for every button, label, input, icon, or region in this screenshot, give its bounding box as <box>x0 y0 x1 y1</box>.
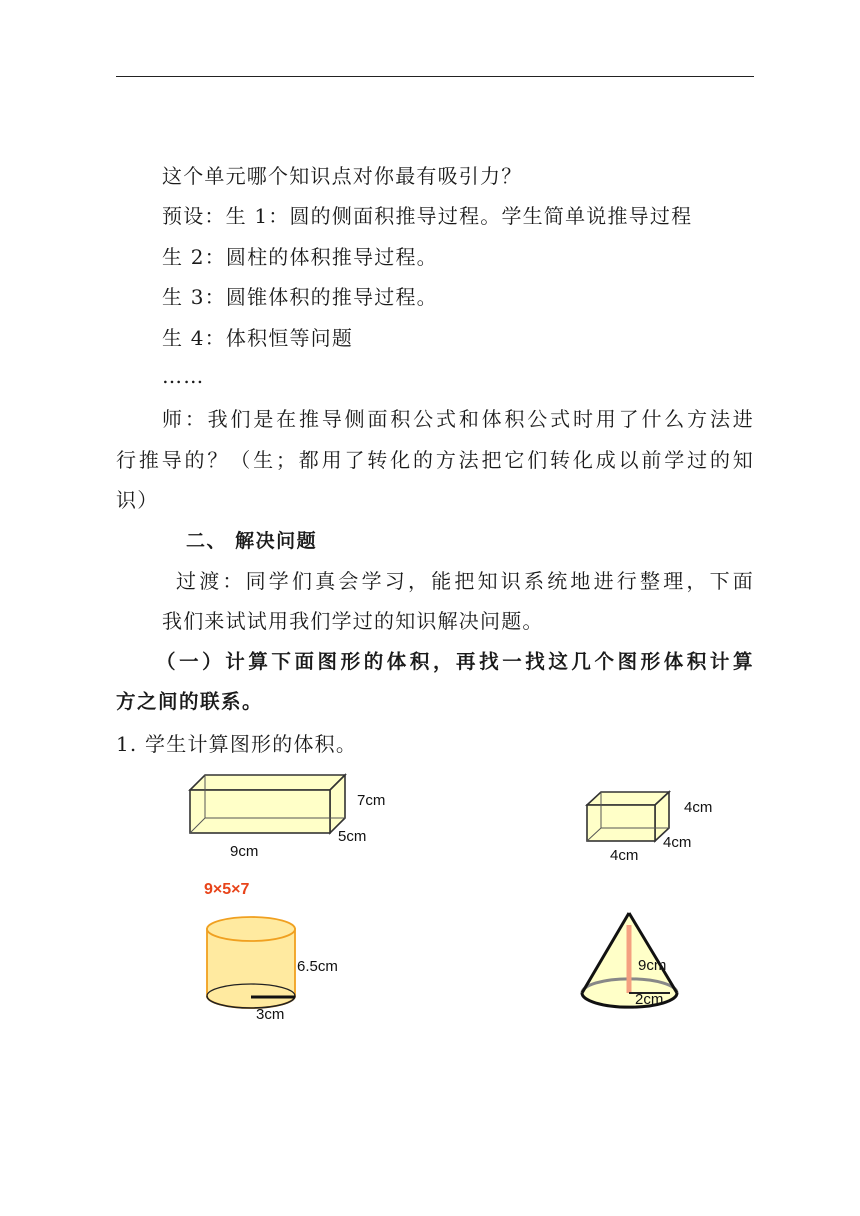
cylinder-height-label: 6.5cm <box>297 958 338 975</box>
cuboid-length-label: 9cm <box>230 843 259 860</box>
cone-radius-label: 2cm <box>635 991 664 1008</box>
step-1-line: 1. 学生计算图形的体积。 <box>116 732 358 756</box>
question-line: 这个单元哪个知识点对你最有吸引力？ <box>162 164 523 188</box>
cylinder-radius-label: 3cm <box>256 1006 285 1023</box>
cylinder-figure <box>207 917 295 1008</box>
teacher-line-1: 师：我们是在推导侧面积公式和体积公式时用了什么方法进 <box>162 407 754 431</box>
cuboid-depth-label: 5cm <box>338 828 367 845</box>
cube-height-label: 4cm <box>684 799 713 816</box>
transition-line-1: 过渡：同学们真会学习，能把知识系统地进行整理，下面 <box>176 569 754 593</box>
cuboid-formula: 9×5×7 <box>204 881 250 898</box>
student-3-line: 生 3：圆锥体积的推导过程。 <box>162 285 438 309</box>
cube-figure <box>587 792 669 841</box>
student-4-line: 生 4：体积恒等问题 <box>162 326 354 350</box>
cuboid-figure <box>190 775 345 833</box>
cuboid-height-label: 7cm <box>357 792 386 809</box>
cube-depth-label: 4cm <box>663 834 692 851</box>
task-line-2: 方之间的联系。 <box>116 690 264 713</box>
cone-height-label: 9cm <box>638 957 667 974</box>
cube-length-label: 4cm <box>610 847 639 864</box>
transition-line-2: 我们来试试用我们学过的知识解决问题。 <box>162 609 544 633</box>
section-heading: 二、 解决问题 <box>186 530 318 552</box>
teacher-line-3: 识） <box>116 488 159 512</box>
teacher-line-2: 行推导的？（生；都用了转化的方法把它们转化成以前学过的知 <box>116 448 754 472</box>
task-line-1: （一）计算下面图形的体积，再找一找这几个图形体积计算 <box>156 650 754 673</box>
student-2-line: 生 2：圆柱的体积推导过程。 <box>162 245 438 269</box>
preset-line: 预设：生 1：圆的侧面积推导过程。学生简单说推导过程 <box>162 204 693 228</box>
ellipsis-line: …… <box>162 364 205 388</box>
